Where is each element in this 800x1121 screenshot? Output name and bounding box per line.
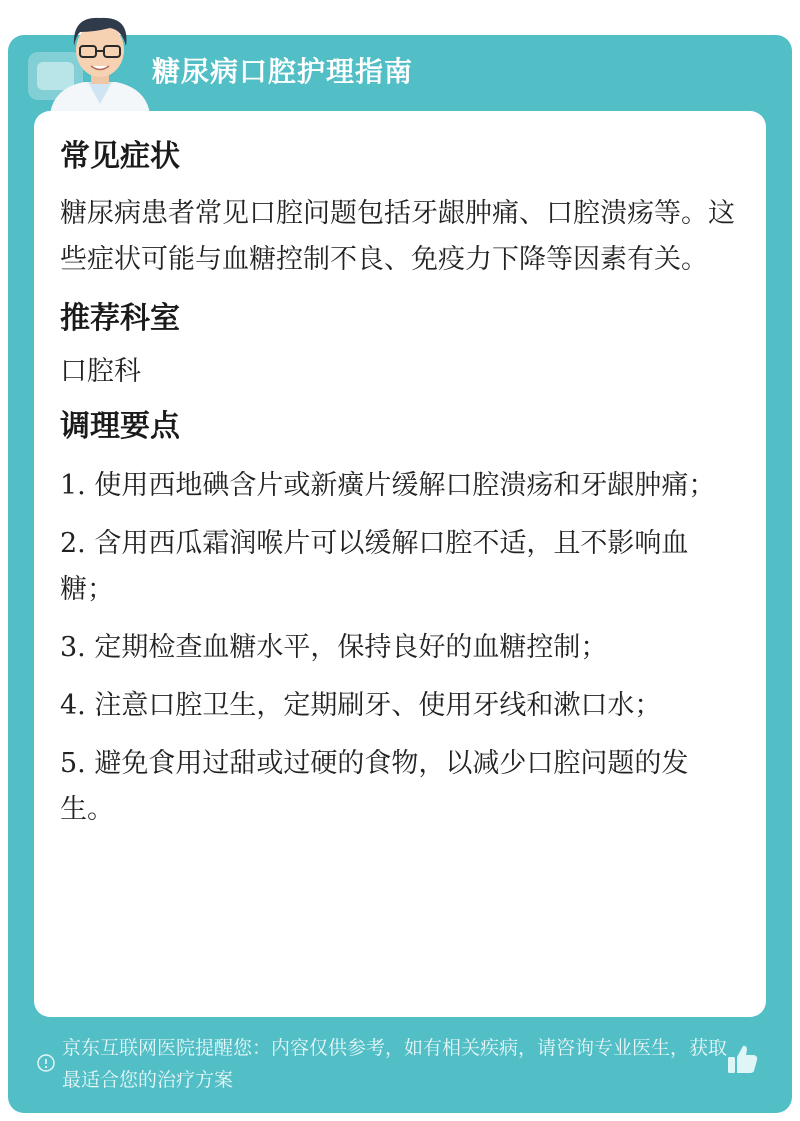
care-heading: 调理要点 — [60, 409, 180, 444]
department-heading: 推荐科室 — [60, 301, 180, 336]
department-text: 口腔科 — [60, 356, 141, 387]
symptoms-heading: 常见症状 — [60, 139, 180, 174]
info-icon — [36, 1053, 56, 1073]
list-item: 5. 避免食用过甜或过硬的食物，以减少口腔问题的发生。 — [60, 748, 689, 825]
symptoms-text: 糖尿病患者常见口腔问题包括牙龈肿痛、口腔溃疡等。这些症状可能与血糖控制不良、免疫力下降等因素有关。 — [60, 198, 735, 275]
doctor-avatar — [44, 6, 156, 114]
list-item: 4. 注意口腔卫生，定期刷牙、使用牙线和漱口水； — [60, 690, 662, 721]
list-item: 1. 使用西地碘含片或新癀片缓解口腔溃疡和牙龈肿痛； — [60, 470, 716, 501]
thumbs-up-icon[interactable] — [722, 1040, 762, 1080]
list-item: 2. 含用西瓜霜润喉片可以缓解口腔不适，且不影响血糖； — [60, 528, 689, 605]
list-item: 3. 定期检查血糖水平，保持良好的血糖控制； — [60, 632, 608, 663]
content-card — [34, 111, 766, 1017]
page-title: 糖尿病口腔护理指南 — [152, 55, 414, 88]
disclaimer-text: 京东互联网医院提醒您：内容仅供参考，如有相关疾病，请咨询专业医生，获取最适合您的治疗方案 — [62, 1037, 728, 1091]
